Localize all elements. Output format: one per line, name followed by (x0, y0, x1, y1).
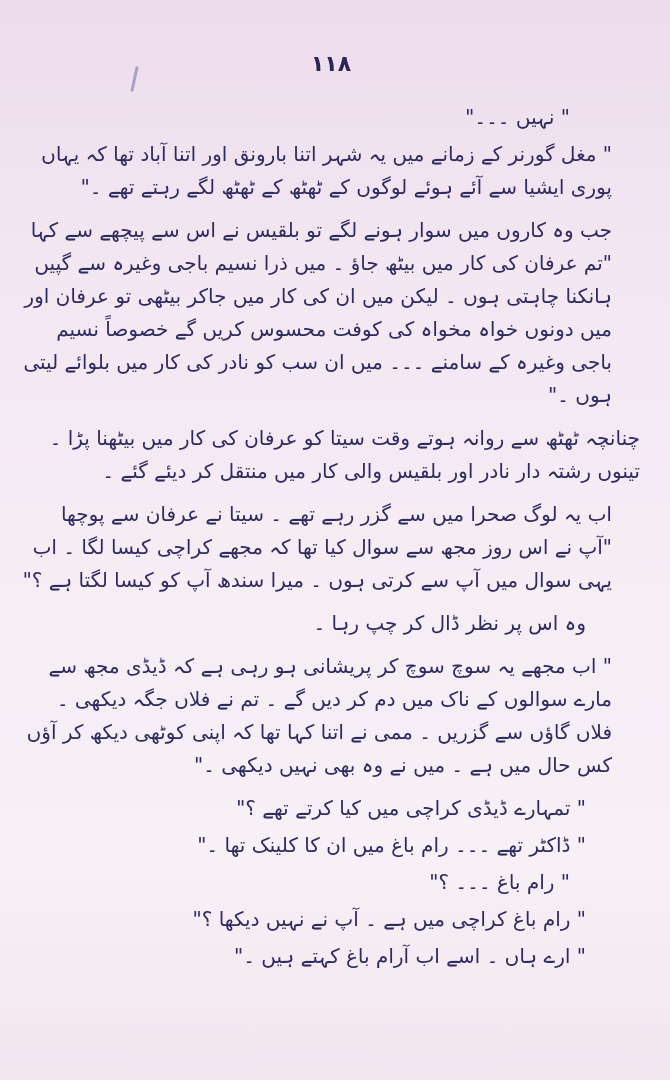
paragraph-daddy-questions: " اب مجھے یہ سوچ سوچ کر پریشانی ہو رہی ہے کہ ڈیڈی مجھ سے مارے سوالوں کے ناک میں دم کر دیں گے ۔ تم نے فلاں جگہ دیکھی ۔ فلاں گاؤں سے گزریں ۔ ممی نے اتنا کہا تھا کہ اپنی کوٹھی دیکھ کر آؤں کس حال میں ہے ۔ میں نے وہ بھی نہیں دیکھی ۔" (26, 654, 612, 777)
dialogue-ram-bagh-question: " رام باغ ۔۔۔ ؟" (429, 870, 570, 894)
dialogue-daddy-work: " تمہارے ڈیڈی کراچی میں کیا کرتے تھے ؟" (236, 796, 586, 820)
paragraph-desert: اب یہ لوگ صحرا میں سے گزر رہے تھے ۔ سیتا نے عرفان سے پوچھا "آپ نے اس روز مجھ سے سوال کیا تھا کہ مجھے کراچی کیسا لگا ۔ اب یہی سوال میں آپ سے کرتی ہوں ۔ میرا سندھ آپ کو کیسا لگتا ہے ؟" (22, 502, 612, 592)
dialogue-ram-bagh-karachi: " رام باغ کراچی میں ہے ۔ آپ نے نہیں دیکھا ؟" (192, 907, 586, 931)
paragraph-silence: وہ اس پر نظر ڈال کر چپ رہا ۔ (313, 611, 586, 635)
dialogue-doctor: " ڈاکٹر تھے ۔۔۔ رام باغ میں ان کا کلینک تھا ۔" (197, 833, 586, 857)
dialogue-aram-bagh: " ارے ہاں ۔ اسے اب آرام باغ کہتے ہیں ۔" (234, 944, 586, 968)
paragraph-departure: چنانچہ ٹھٹھ سے روانہ ہوتے وقت سیتا کو عرفان کی کار میں بیٹھنا پڑا ۔ تینوں رشتہ دار نادر اور بلقیس والی کار میں منتقل کر دیئے گئے ۔ (49, 426, 640, 483)
paragraph-cars: جب وہ کاروں میں سوار ہونے لگے تو بلقیس نے اس سے پیچھے سے کہا "تم عرفان کی کار میں بیٹھ جاؤ ۔ میں ذرا نسیم باجی وغیرہ سے گپیں ہانکنا چاہتی ہوں ۔ لیکن میں ان کی کار میں جاکر بیٹھی تو عرفان اور میں دونوں خواہ مخواہ کی کوفت محسوس کریں گے خصوصاً نسیم باجی وغیرہ کے سامنے ۔۔۔ میں ان سب کو نادر کی کار میں بلوائے لیتی ہوں ۔" (23, 218, 612, 407)
page-text (22, 101, 640, 973)
paragraph-no: " نہیں ۔۔۔" (465, 105, 570, 129)
paragraph-mughal-city: " مغل گورنر کے زمانے میں یہ شہر اتنا بارونق اور اتنا آباد تھا کہ یہاں پوری ایشیا سے آئے ہوئے لوگوں کے ٹھٹھ کے ٹھٹھ لگے رہتے تھے ۔" (41, 142, 612, 199)
page-number: ۱۱۸ (310, 52, 352, 77)
